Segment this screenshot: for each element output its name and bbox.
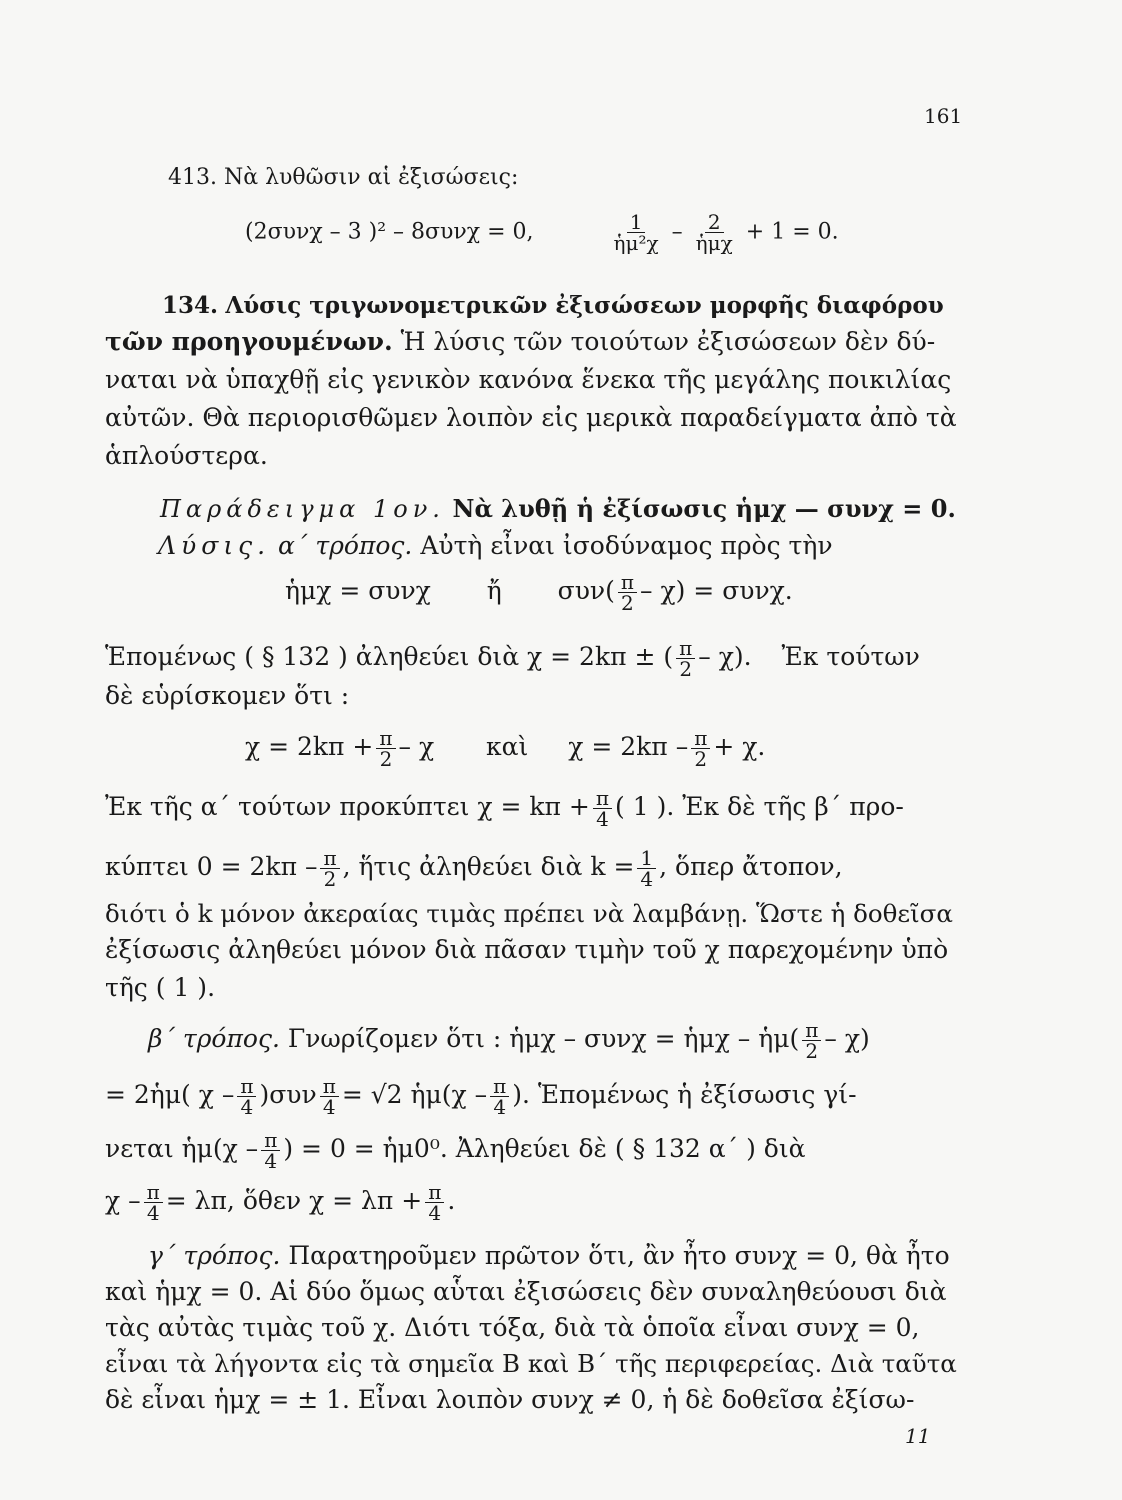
exercise-heading <box>168 162 518 194</box>
method-b-label: β΄ τρόπος. <box>148 1024 280 1053</box>
exercise-equations <box>245 212 839 253</box>
line-o: τὰς αὐτὰς τιμὰς τοῦ χ. Διότι τόξα, διὰ τὰ ὁποῖα εἶναι συνχ = 0, <box>105 1313 920 1342</box>
line-d-mid: ( 1 ). <box>615 792 675 821</box>
line-k-post: ) = 0 = ἡμ0⁰. Ἀληθεύει δὲ ( § 132 α΄ ) διὰ <box>283 1134 806 1163</box>
eq-a2-pre: συν( <box>557 576 615 605</box>
line-e-end: , ὅπερ ἄτοπον, <box>659 852 843 881</box>
fraction: $\frac{\pi}{4}$ <box>425 1182 444 1223</box>
eq-c2-pre: χ = 2kπ – <box>568 732 689 761</box>
line-m <box>148 1240 950 1272</box>
fraction: $\frac{\pi}{4}$ <box>490 1076 509 1117</box>
line-d-end: Ἐκ δὲ τῆς β΄ προ- <box>682 792 904 821</box>
section-text-line: ἁπλούστερα. <box>105 441 268 470</box>
minus-sign: – <box>671 219 683 245</box>
line-q: δὲ εἶναι ἡμχ = ± 1. Εἶναι λοιπὸν συνχ ≠ 0, ἡ δὲ δοθεῖσα ἐξίσω- <box>105 1385 915 1414</box>
fraction: $\frac{\pi}{2}$ <box>676 638 695 679</box>
line-l <box>105 1182 455 1223</box>
exercise-eq2-tail: + 1 = 0. <box>745 219 839 245</box>
section-title-line-1 <box>162 290 944 322</box>
line-j-1: = 2ἡμ( χ – <box>105 1080 235 1109</box>
line-g: ἐξίσωσις ἀληθεύει μόνον διὰ πᾶσαν τιμὴν τοῦ χ παρεχομένην ὑπὸ <box>105 935 949 964</box>
line-e <box>105 848 843 889</box>
equation-c <box>245 728 765 769</box>
fraction: $\frac{\pi}{2}$ <box>691 728 710 769</box>
exercise-number: 413. <box>168 165 217 190</box>
fraction: $\frac{\pi}{4}$ <box>261 1130 280 1171</box>
fraction: $\frac{\pi}{4}$ <box>144 1182 163 1223</box>
line-e-mid: , ἥτις ἀληθεύει διὰ k = <box>342 852 635 881</box>
method-c-label: γ΄ τρόπος. <box>148 1241 281 1270</box>
line-m-text: Παρατηροῦμεν πρῶτον ὅτι, ἂν ἦτο συνχ = 0, θὰ ἦτο <box>288 1241 950 1270</box>
example-label: Παράδειγμα 1ον. <box>160 495 445 523</box>
method-a-text: Αὐτὴ εἶναι ἰσοδύναμος πρὸς τὴν <box>420 531 833 560</box>
line-b1-pre: Ἑπομένως ( § 132 ) ἀληθεύει διὰ χ = 2kπ ± ( <box>105 642 674 671</box>
fraction: $\frac{2}{\text{ἡμχ}}$ <box>695 210 733 255</box>
section-text-line: ναται νὰ ὑπαχθῇ εἰς γενικὸν κανόνα ἕνεκα τῆς μεγάλης ποικιλίας <box>105 365 952 394</box>
fraction: $\frac{\pi}{2}$ <box>802 1020 821 1061</box>
page-number: 161 <box>924 104 963 128</box>
line-p: εἶναι τὰ λήγοντα εἰς τὰ σημεῖα Β καὶ Β΄ τῆς περιφερείας. Διὰ ταῦτα <box>105 1349 957 1378</box>
solution-line <box>158 530 833 562</box>
line-b2: δὲ εὑρίσκομεν ὅτι : <box>105 681 350 710</box>
line-l-pre: χ – <box>105 1186 141 1215</box>
line-i-pre: Γνωρίζομεν ὅτι : ἡμχ – συνχ = ἡμχ – ἡμ( <box>287 1024 800 1053</box>
line-n: καὶ ἡμχ = 0. Αἱ δύο ὅμως αὗται ἐξισώσεις δὲν συναληθεύουσι διὰ <box>105 1277 947 1306</box>
fraction: $\frac{1}{\text{ἡμ²χ}}$ <box>613 210 659 255</box>
section-text-line: αὐτῶν. Θὰ περιορισθῶμεν λοιπὸν εἰς μερικὰ παραδείγματα ἀπὸ τὰ <box>105 403 957 432</box>
eq-a1: ἡμχ = συνχ <box>285 576 431 605</box>
eq-c2-post: + χ. <box>713 732 766 761</box>
eq-c1-pre: χ = 2kπ + <box>245 732 374 761</box>
fraction: $\frac{\pi}{4}$ <box>320 1076 339 1117</box>
line-j <box>105 1076 857 1117</box>
line-b1-end: Ἐκ τούτων <box>781 642 920 671</box>
line-i <box>148 1020 870 1061</box>
line-l-mid: = λπ, ὅθεν χ = λπ + <box>165 1186 423 1215</box>
fraction: $\frac{\pi}{4}$ <box>593 788 612 829</box>
example-statement: Νὰ λυθῇ ἡ ἐξίσωσις ἡμχ — συνχ = 0. <box>452 494 956 523</box>
example-heading <box>160 493 956 525</box>
line-e-pre: κύπτει 0 = 2kπ – <box>105 852 318 881</box>
exercise-eq1: (2συνχ – 3 )² – 8συνχ = 0, <box>245 219 534 245</box>
exercise-prompt: Νὰ λυθῶσιν αἱ ἐξισώσεις: <box>223 165 519 190</box>
line-k-pre: νεται ἡμ(χ – <box>105 1134 259 1163</box>
line-h: τῆς ( 1 ). <box>105 973 216 1002</box>
solution-label: Λύσις. <box>158 531 271 560</box>
fraction: $\frac{1}{4}$ <box>637 848 656 889</box>
line-j-2: )συν <box>259 1080 317 1109</box>
fraction: $\frac{\pi}{2}$ <box>618 572 637 613</box>
section-title-cont: τῶν προηγουμένων. <box>105 327 393 356</box>
section-number: 134. <box>162 292 219 319</box>
signature-mark: 11 <box>905 1424 931 1448</box>
line-k <box>105 1130 806 1171</box>
section-line-2 <box>105 326 935 358</box>
fraction: $\frac{\pi}{2}$ <box>376 728 395 769</box>
eq-a2-post: – χ) = συνχ. <box>640 576 793 605</box>
fraction: $\frac{\pi}{2}$ <box>320 848 339 889</box>
line-j-3: = √2 ἡμ(χ – <box>341 1080 488 1109</box>
line-d-pre: Ἐκ τῆς α΄ τούτων προκύπτει χ = kπ + <box>105 792 590 821</box>
fraction: $\frac{\pi}{4}$ <box>237 1076 256 1117</box>
equation-a <box>285 572 793 613</box>
line-d <box>105 788 904 829</box>
section-title: Λύσις τριγωνομετρικῶν ἐξισώσεων μορφῆς διαφόρου <box>225 292 944 319</box>
line-b1 <box>105 638 920 679</box>
line-f: διότι ὁ k μόνον ἀκεραίας τιμὰς πρέπει νὰ λαμβάνῃ. Ὥστε ἡ δοθεῖσα <box>105 899 953 928</box>
section-text: Ἡ λύσις τῶν τοιούτων ἐξισώσεων δὲν δύ- <box>400 327 936 356</box>
and-word: καὶ <box>486 732 529 761</box>
line-l-end: . <box>447 1186 456 1215</box>
line-b1-post: – χ). <box>698 642 752 671</box>
or-word: ἤ <box>486 576 502 605</box>
line-j-end: Ἑπομένως ἡ ἐξίσωσις γί- <box>537 1080 857 1109</box>
method-a-label: α΄ τρόπος. <box>278 531 413 560</box>
eq-c1-post: – χ <box>398 732 435 761</box>
line-j-4: ). <box>512 1080 530 1109</box>
line-i-post: – χ) <box>824 1024 870 1053</box>
